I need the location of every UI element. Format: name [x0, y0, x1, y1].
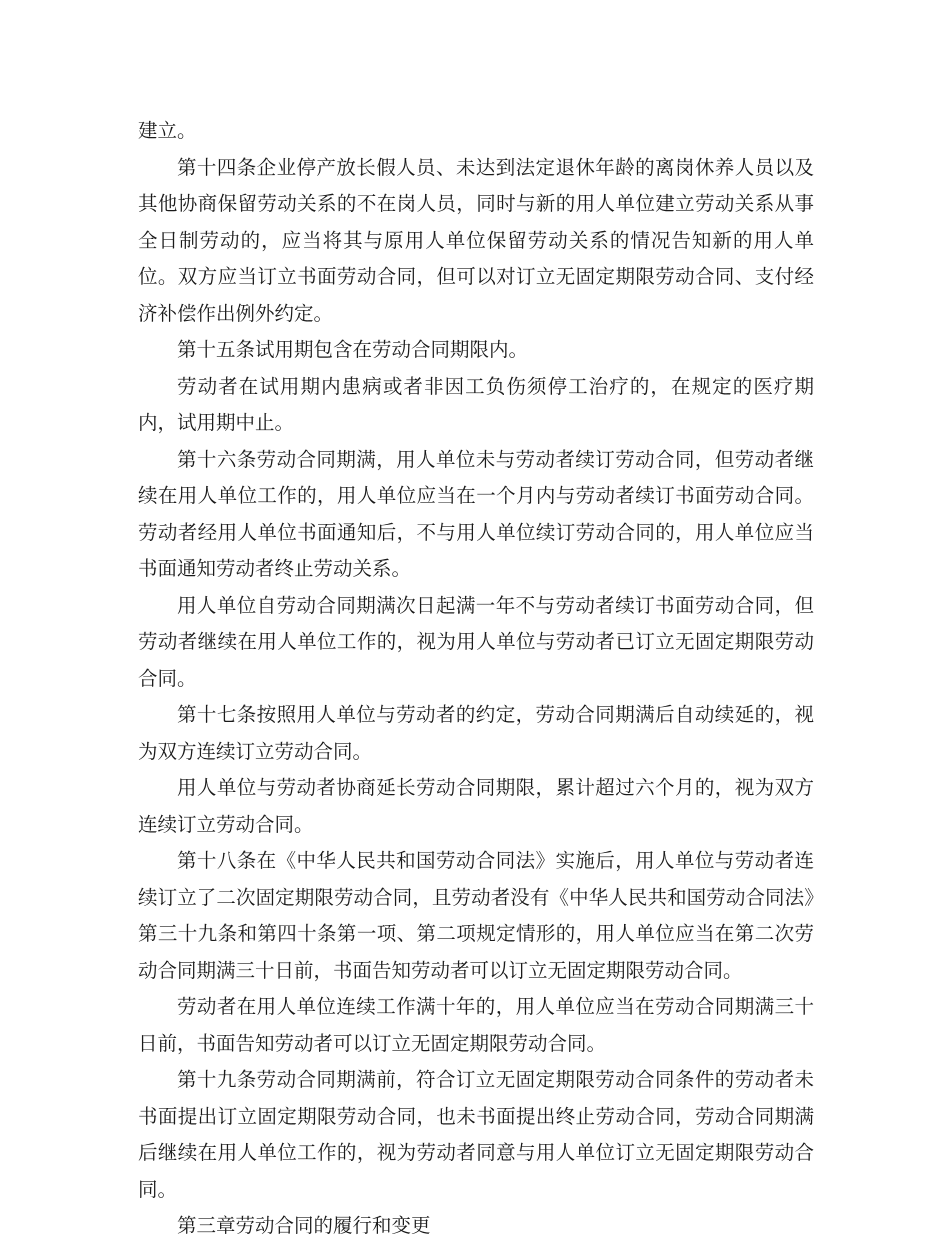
paragraph: 劳动者在试用期内患病或者非因工负伤须停工治疗的，在规定的医疗期内，试用期中止。: [138, 374, 814, 434]
paragraph: 用人单位与劳动者协商延长劳动合同期限，累计超过六个月的，视为双方连续订立劳动合同。: [138, 776, 814, 836]
paragraph: 第十五条试用期包含在劳动合同期限内。: [177, 338, 529, 361]
paragraph: 建立。: [138, 119, 197, 142]
paragraph: 第十四条企业停产放长假人员、未达到法定退休年龄的离岗休养人员以及其他协商保留劳动关系的不在岗人员，同时与新的用人单位建立劳动关系从事全日制劳动的，应当将其与原用人单位保留劳动关系的情况告知新的用人单位。双方应当订立书面劳动合同，但可以对订立无固定期限劳动合同、支付经济补偿作出例外约定。: [138, 155, 814, 325]
chapter-heading: 第三章劳动合同的履行和变更: [177, 1214, 431, 1237]
paragraph: 第十六条劳动合同期满，用人单位未与劳动者续订劳动合同，但劳动者继续在用人单位工作的，用人单位应当在一个月内与劳动者续订书面劳动合同。劳动者经用人单位书面通知后，不与用人单位续订劳动合同的，用人单位应当书面通知劳动者终止劳动关系。: [138, 447, 814, 580]
paragraph: 第十七条按照用人单位与劳动者的约定，劳动合同期满后自动续延的，视为双方连续订立劳动合同。: [138, 703, 814, 763]
paragraph: 用人单位自劳动合同期满次日起满一年不与劳动者续订书面劳动合同，但劳动者继续在用人单位工作的，视为用人单位与劳动者已订立无固定期限劳动合同。: [138, 593, 814, 690]
document-body: [138, 113, 814, 1245]
paragraph: 第十八条在《中华人民共和国劳动合同法》实施后，用人单位与劳动者连续订立了二次固定期限劳动合同，且劳动者没有《中华人民共和国劳动合同法》第三十九条和第四十条第一项、第二项规定情形的，用人单位应当在第二次劳动合同期满三十日前，书面告知劳动者可以订立无固定期限劳动合同。: [138, 849, 814, 982]
paragraph: 劳动者在用人单位连续工作满十年的，用人单位应当在劳动合同期满三十日前，书面告知劳动者可以订立无固定期限劳动合同。: [138, 995, 814, 1055]
paragraph: 第十九条劳动合同期满前，符合订立无固定期限劳动合同条件的劳动者未书面提出订立固定期限劳动合同，也未书面提出终止劳动合同，劳动合同期满后继续在用人单位工作的，视为劳动者同意与用人单位订立无固定期限劳动合同。: [138, 1068, 814, 1201]
